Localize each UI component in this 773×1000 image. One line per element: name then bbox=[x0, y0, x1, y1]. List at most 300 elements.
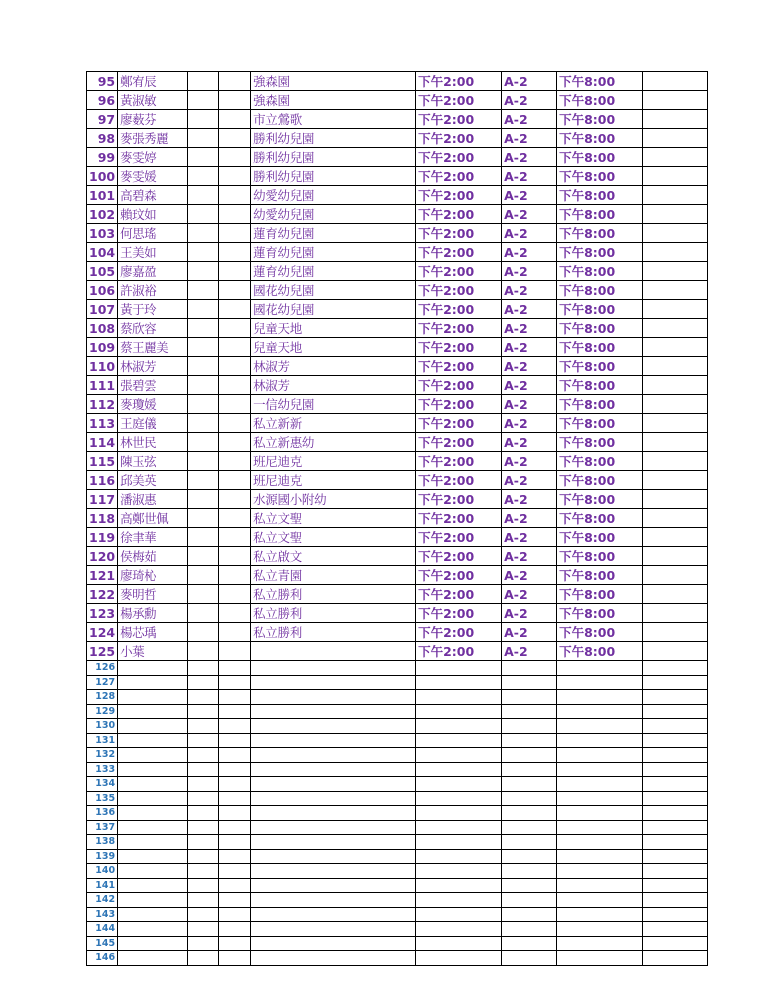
blank-cell bbox=[188, 566, 219, 585]
blank-cell bbox=[557, 675, 643, 690]
table-row bbox=[87, 490, 708, 509]
blank-cell bbox=[643, 205, 708, 224]
row-number: 108 bbox=[87, 319, 118, 338]
blank-cell bbox=[219, 205, 251, 224]
participant-name: 潘淑惠 bbox=[118, 490, 188, 509]
row-number: 132 bbox=[87, 748, 118, 763]
end-time: 下午8:00 bbox=[557, 433, 643, 452]
table-row bbox=[87, 719, 708, 734]
blank-cell bbox=[502, 907, 557, 922]
blank-cell bbox=[188, 509, 219, 528]
row-number: 130 bbox=[87, 719, 118, 734]
blank-cell bbox=[643, 922, 708, 937]
blank-cell bbox=[557, 907, 643, 922]
blank-cell bbox=[219, 835, 251, 850]
table-row bbox=[87, 452, 708, 471]
blank-cell bbox=[502, 951, 557, 966]
blank-cell bbox=[557, 690, 643, 705]
room-code: A-2 bbox=[502, 623, 557, 642]
blank-cell bbox=[219, 820, 251, 835]
blank-cell bbox=[502, 704, 557, 719]
start-time: 下午2:00 bbox=[416, 566, 502, 585]
blank-cell bbox=[118, 922, 188, 937]
end-time: 下午8:00 bbox=[557, 623, 643, 642]
school-name: 班尼迪克 bbox=[251, 471, 416, 490]
blank-cell bbox=[643, 623, 708, 642]
row-number: 127 bbox=[87, 675, 118, 690]
table-row bbox=[87, 148, 708, 167]
end-time: 下午8:00 bbox=[557, 205, 643, 224]
end-time: 下午8:00 bbox=[557, 262, 643, 281]
blank-cell bbox=[188, 762, 219, 777]
blank-cell bbox=[251, 777, 416, 792]
blank-cell bbox=[118, 951, 188, 966]
row-number: 141 bbox=[87, 878, 118, 893]
row-number: 142 bbox=[87, 893, 118, 908]
table-row bbox=[87, 528, 708, 547]
start-time: 下午2:00 bbox=[416, 509, 502, 528]
row-number: 106 bbox=[87, 281, 118, 300]
blank-cell bbox=[188, 878, 219, 893]
blank-cell bbox=[188, 547, 219, 566]
table-row bbox=[87, 281, 708, 300]
blank-cell bbox=[643, 91, 708, 110]
blank-cell bbox=[118, 806, 188, 821]
school-name: 私立新新 bbox=[251, 414, 416, 433]
blank-cell bbox=[416, 835, 502, 850]
blank-cell bbox=[416, 791, 502, 806]
school-name: 班尼迪克 bbox=[251, 452, 416, 471]
blank-cell bbox=[118, 864, 188, 879]
start-time: 下午2:00 bbox=[416, 357, 502, 376]
participant-name: 賴玟如 bbox=[118, 205, 188, 224]
start-time: 下午2:00 bbox=[416, 490, 502, 509]
blank-cell bbox=[643, 936, 708, 951]
blank-cell bbox=[251, 893, 416, 908]
table-row bbox=[87, 922, 708, 937]
table-row bbox=[87, 642, 708, 661]
blank-cell bbox=[557, 936, 643, 951]
blank-cell bbox=[188, 936, 219, 951]
row-number: 121 bbox=[87, 566, 118, 585]
blank-cell bbox=[219, 878, 251, 893]
blank-cell bbox=[219, 585, 251, 604]
blank-cell bbox=[219, 951, 251, 966]
end-time: 下午8:00 bbox=[557, 243, 643, 262]
blank-cell bbox=[557, 777, 643, 792]
blank-cell bbox=[251, 835, 416, 850]
blank-cell bbox=[219, 704, 251, 719]
blank-cell bbox=[251, 733, 416, 748]
blank-cell bbox=[643, 471, 708, 490]
blank-cell bbox=[219, 243, 251, 262]
table-row bbox=[87, 205, 708, 224]
room-code: A-2 bbox=[502, 642, 557, 661]
table-row bbox=[87, 585, 708, 604]
blank-cell bbox=[557, 864, 643, 879]
end-time: 下午8:00 bbox=[557, 357, 643, 376]
blank-cell bbox=[188, 642, 219, 661]
room-code: A-2 bbox=[502, 167, 557, 186]
blank-cell bbox=[188, 791, 219, 806]
blank-cell bbox=[251, 864, 416, 879]
participant-name: 麥雯媛 bbox=[118, 167, 188, 186]
row-number: 98 bbox=[87, 129, 118, 148]
blank-cell bbox=[416, 762, 502, 777]
row-number: 146 bbox=[87, 951, 118, 966]
blank-cell bbox=[188, 690, 219, 705]
school-name: 水源國小附幼 bbox=[251, 490, 416, 509]
blank-cell bbox=[251, 675, 416, 690]
blank-cell bbox=[188, 186, 219, 205]
blank-cell bbox=[557, 661, 643, 676]
table-row bbox=[87, 864, 708, 879]
blank-cell bbox=[643, 167, 708, 186]
blank-cell bbox=[557, 835, 643, 850]
blank-cell bbox=[219, 395, 251, 414]
start-time: 下午2:00 bbox=[416, 167, 502, 186]
table-row bbox=[87, 849, 708, 864]
blank-cell bbox=[502, 849, 557, 864]
table-row bbox=[87, 91, 708, 110]
blank-cell bbox=[251, 748, 416, 763]
blank-cell bbox=[118, 777, 188, 792]
participant-name: 許淑裕 bbox=[118, 281, 188, 300]
blank-cell bbox=[251, 878, 416, 893]
blank-cell bbox=[188, 951, 219, 966]
row-number: 109 bbox=[87, 338, 118, 357]
school-name: 強森園 bbox=[251, 72, 416, 91]
participant-name: 小葉 bbox=[118, 642, 188, 661]
blank-cell bbox=[557, 762, 643, 777]
blank-cell bbox=[118, 893, 188, 908]
blank-cell bbox=[251, 704, 416, 719]
blank-cell bbox=[643, 547, 708, 566]
end-time: 下午8:00 bbox=[557, 338, 643, 357]
end-time: 下午8:00 bbox=[557, 300, 643, 319]
blank-cell bbox=[188, 205, 219, 224]
blank-cell bbox=[219, 262, 251, 281]
blank-cell bbox=[643, 490, 708, 509]
end-time: 下午8:00 bbox=[557, 167, 643, 186]
table-row bbox=[87, 791, 708, 806]
start-time: 下午2:00 bbox=[416, 91, 502, 110]
blank-cell bbox=[188, 471, 219, 490]
blank-cell bbox=[643, 733, 708, 748]
table-row bbox=[87, 395, 708, 414]
blank-cell bbox=[643, 806, 708, 821]
participant-name: 黃于玲 bbox=[118, 300, 188, 319]
participant-name: 楊芯瑀 bbox=[118, 623, 188, 642]
blank-cell bbox=[643, 148, 708, 167]
row-number: 95 bbox=[87, 72, 118, 91]
blank-cell bbox=[502, 748, 557, 763]
start-time: 下午2:00 bbox=[416, 262, 502, 281]
blank-cell bbox=[643, 281, 708, 300]
table-row bbox=[87, 820, 708, 835]
blank-cell bbox=[219, 300, 251, 319]
room-code: A-2 bbox=[502, 129, 557, 148]
table-row bbox=[87, 951, 708, 966]
blank-cell bbox=[118, 661, 188, 676]
blank-cell bbox=[502, 864, 557, 879]
blank-cell bbox=[643, 849, 708, 864]
end-time: 下午8:00 bbox=[557, 395, 643, 414]
row-number: 128 bbox=[87, 690, 118, 705]
end-time: 下午8:00 bbox=[557, 72, 643, 91]
blank-cell bbox=[251, 762, 416, 777]
blank-cell bbox=[118, 878, 188, 893]
school-name: 國花幼兒園 bbox=[251, 281, 416, 300]
school-name: 市立鶯歌 bbox=[251, 110, 416, 129]
start-time: 下午2:00 bbox=[416, 395, 502, 414]
participant-name: 廖嘉盈 bbox=[118, 262, 188, 281]
row-number: 99 bbox=[87, 148, 118, 167]
blank-cell bbox=[643, 452, 708, 471]
blank-cell bbox=[502, 806, 557, 821]
row-number: 114 bbox=[87, 433, 118, 452]
school-name: 蓮育幼兒園 bbox=[251, 262, 416, 281]
table-row bbox=[87, 376, 708, 395]
blank-cell bbox=[118, 748, 188, 763]
blank-cell bbox=[643, 748, 708, 763]
start-time: 下午2:00 bbox=[416, 338, 502, 357]
school-name: 兒童天地 bbox=[251, 338, 416, 357]
blank-cell bbox=[188, 733, 219, 748]
blank-cell bbox=[502, 675, 557, 690]
blank-cell bbox=[188, 243, 219, 262]
row-number: 133 bbox=[87, 762, 118, 777]
school-name: 蓮育幼兒園 bbox=[251, 243, 416, 262]
participant-name: 侯梅茹 bbox=[118, 547, 188, 566]
table-row bbox=[87, 509, 708, 528]
blank-cell bbox=[188, 357, 219, 376]
blank-cell bbox=[643, 433, 708, 452]
blank-cell bbox=[219, 907, 251, 922]
participant-name: 麥雯婷 bbox=[118, 148, 188, 167]
end-time: 下午8:00 bbox=[557, 471, 643, 490]
table-row bbox=[87, 110, 708, 129]
blank-cell bbox=[188, 719, 219, 734]
blank-cell bbox=[219, 748, 251, 763]
row-number: 117 bbox=[87, 490, 118, 509]
blank-cell bbox=[219, 777, 251, 792]
school-name: 蓮育幼兒園 bbox=[251, 224, 416, 243]
blank-cell bbox=[219, 690, 251, 705]
room-code: A-2 bbox=[502, 300, 557, 319]
table-row bbox=[87, 604, 708, 623]
table-row bbox=[87, 623, 708, 642]
blank-cell bbox=[557, 820, 643, 835]
room-code: A-2 bbox=[502, 509, 557, 528]
blank-cell bbox=[502, 835, 557, 850]
blank-cell bbox=[416, 733, 502, 748]
blank-cell bbox=[188, 281, 219, 300]
blank-cell bbox=[219, 547, 251, 566]
participant-name: 廖薮芬 bbox=[118, 110, 188, 129]
participant-name: 蔡王麗美 bbox=[118, 338, 188, 357]
room-code: A-2 bbox=[502, 91, 557, 110]
blank-cell bbox=[188, 849, 219, 864]
blank-cell bbox=[219, 72, 251, 91]
room-code: A-2 bbox=[502, 547, 557, 566]
table-row bbox=[87, 566, 708, 585]
participant-name: 王庭儀 bbox=[118, 414, 188, 433]
table-row bbox=[87, 835, 708, 850]
room-code: A-2 bbox=[502, 471, 557, 490]
school-name: 私立文聖 bbox=[251, 528, 416, 547]
blank-cell bbox=[188, 704, 219, 719]
row-number: 100 bbox=[87, 167, 118, 186]
school-name: 私立啟文 bbox=[251, 547, 416, 566]
blank-cell bbox=[188, 414, 219, 433]
table-row bbox=[87, 243, 708, 262]
blank-cell bbox=[557, 719, 643, 734]
end-time: 下午8:00 bbox=[557, 490, 643, 509]
blank-cell bbox=[219, 319, 251, 338]
blank-cell bbox=[502, 733, 557, 748]
blank-cell bbox=[416, 748, 502, 763]
blank-cell bbox=[188, 675, 219, 690]
participant-name: 楊承勳 bbox=[118, 604, 188, 623]
room-code: A-2 bbox=[502, 528, 557, 547]
blank-cell bbox=[219, 186, 251, 205]
participant-name: 陳玉弦 bbox=[118, 452, 188, 471]
blank-cell bbox=[251, 936, 416, 951]
blank-cell bbox=[219, 806, 251, 821]
blank-cell bbox=[118, 907, 188, 922]
blank-cell bbox=[188, 319, 219, 338]
end-time: 下午8:00 bbox=[557, 224, 643, 243]
blank-cell bbox=[502, 690, 557, 705]
row-number: 111 bbox=[87, 376, 118, 395]
table-row bbox=[87, 262, 708, 281]
blank-cell bbox=[188, 167, 219, 186]
start-time: 下午2:00 bbox=[416, 471, 502, 490]
end-time: 下午8:00 bbox=[557, 547, 643, 566]
row-number: 116 bbox=[87, 471, 118, 490]
blank-cell bbox=[188, 661, 219, 676]
start-time: 下午2:00 bbox=[416, 281, 502, 300]
row-number: 97 bbox=[87, 110, 118, 129]
blank-cell bbox=[118, 791, 188, 806]
blank-cell bbox=[118, 936, 188, 951]
blank-cell bbox=[502, 922, 557, 937]
blank-cell bbox=[502, 777, 557, 792]
start-time: 下午2:00 bbox=[416, 376, 502, 395]
blank-cell bbox=[251, 849, 416, 864]
blank-cell bbox=[643, 110, 708, 129]
start-time: 下午2:00 bbox=[416, 243, 502, 262]
blank-cell bbox=[219, 110, 251, 129]
blank-cell bbox=[188, 604, 219, 623]
table-row bbox=[87, 777, 708, 792]
blank-cell bbox=[188, 528, 219, 547]
start-time: 下午2:00 bbox=[416, 110, 502, 129]
blank-cell bbox=[188, 110, 219, 129]
end-time: 下午8:00 bbox=[557, 376, 643, 395]
blank-cell bbox=[219, 281, 251, 300]
room-code: A-2 bbox=[502, 148, 557, 167]
blank-cell bbox=[219, 490, 251, 509]
blank-cell bbox=[643, 509, 708, 528]
blank-cell bbox=[188, 452, 219, 471]
start-time: 下午2:00 bbox=[416, 300, 502, 319]
blank-cell bbox=[416, 922, 502, 937]
end-time: 下午8:00 bbox=[557, 585, 643, 604]
blank-cell bbox=[219, 661, 251, 676]
end-time: 下午8:00 bbox=[557, 281, 643, 300]
end-time: 下午8:00 bbox=[557, 414, 643, 433]
blank-cell bbox=[219, 936, 251, 951]
blank-cell bbox=[416, 936, 502, 951]
blank-cell bbox=[502, 820, 557, 835]
table-row bbox=[87, 357, 708, 376]
school-name: 一信幼兒園 bbox=[251, 395, 416, 414]
row-number: 122 bbox=[87, 585, 118, 604]
room-code: A-2 bbox=[502, 262, 557, 281]
end-time: 下午8:00 bbox=[557, 509, 643, 528]
blank-cell bbox=[643, 129, 708, 148]
blank-cell bbox=[643, 878, 708, 893]
blank-cell bbox=[219, 452, 251, 471]
blank-cell bbox=[643, 893, 708, 908]
blank-cell bbox=[251, 661, 416, 676]
blank-cell bbox=[643, 262, 708, 281]
blank-cell bbox=[502, 719, 557, 734]
participant-name: 廖琦杺 bbox=[118, 566, 188, 585]
blank-cell bbox=[188, 300, 219, 319]
blank-cell bbox=[219, 604, 251, 623]
participant-name: 徐聿華 bbox=[118, 528, 188, 547]
start-time: 下午2:00 bbox=[416, 547, 502, 566]
participant-name: 邱美英 bbox=[118, 471, 188, 490]
blank-cell bbox=[219, 864, 251, 879]
blank-cell bbox=[557, 733, 643, 748]
blank-cell bbox=[416, 907, 502, 922]
blank-cell bbox=[118, 719, 188, 734]
blank-cell bbox=[643, 72, 708, 91]
blank-cell bbox=[219, 129, 251, 148]
blank-cell bbox=[188, 748, 219, 763]
blank-cell bbox=[188, 806, 219, 821]
start-time: 下午2:00 bbox=[416, 433, 502, 452]
table-row bbox=[87, 675, 708, 690]
table-row bbox=[87, 547, 708, 566]
blank-cell bbox=[643, 642, 708, 661]
participant-name: 張碧雲 bbox=[118, 376, 188, 395]
room-code: A-2 bbox=[502, 319, 557, 338]
blank-cell bbox=[557, 748, 643, 763]
row-number: 110 bbox=[87, 357, 118, 376]
blank-cell bbox=[502, 893, 557, 908]
table-row bbox=[87, 806, 708, 821]
table-row bbox=[87, 936, 708, 951]
school-name: 私立勝利 bbox=[251, 585, 416, 604]
school-name: 私立勝利 bbox=[251, 623, 416, 642]
blank-cell bbox=[416, 675, 502, 690]
blank-cell bbox=[557, 704, 643, 719]
school-name: 幼愛幼兒園 bbox=[251, 205, 416, 224]
end-time: 下午8:00 bbox=[557, 642, 643, 661]
row-number: 137 bbox=[87, 820, 118, 835]
end-time: 下午8:00 bbox=[557, 452, 643, 471]
row-number: 138 bbox=[87, 835, 118, 850]
school-name: 林淑芳 bbox=[251, 357, 416, 376]
room-code: A-2 bbox=[502, 205, 557, 224]
blank-cell bbox=[188, 835, 219, 850]
row-number: 144 bbox=[87, 922, 118, 937]
